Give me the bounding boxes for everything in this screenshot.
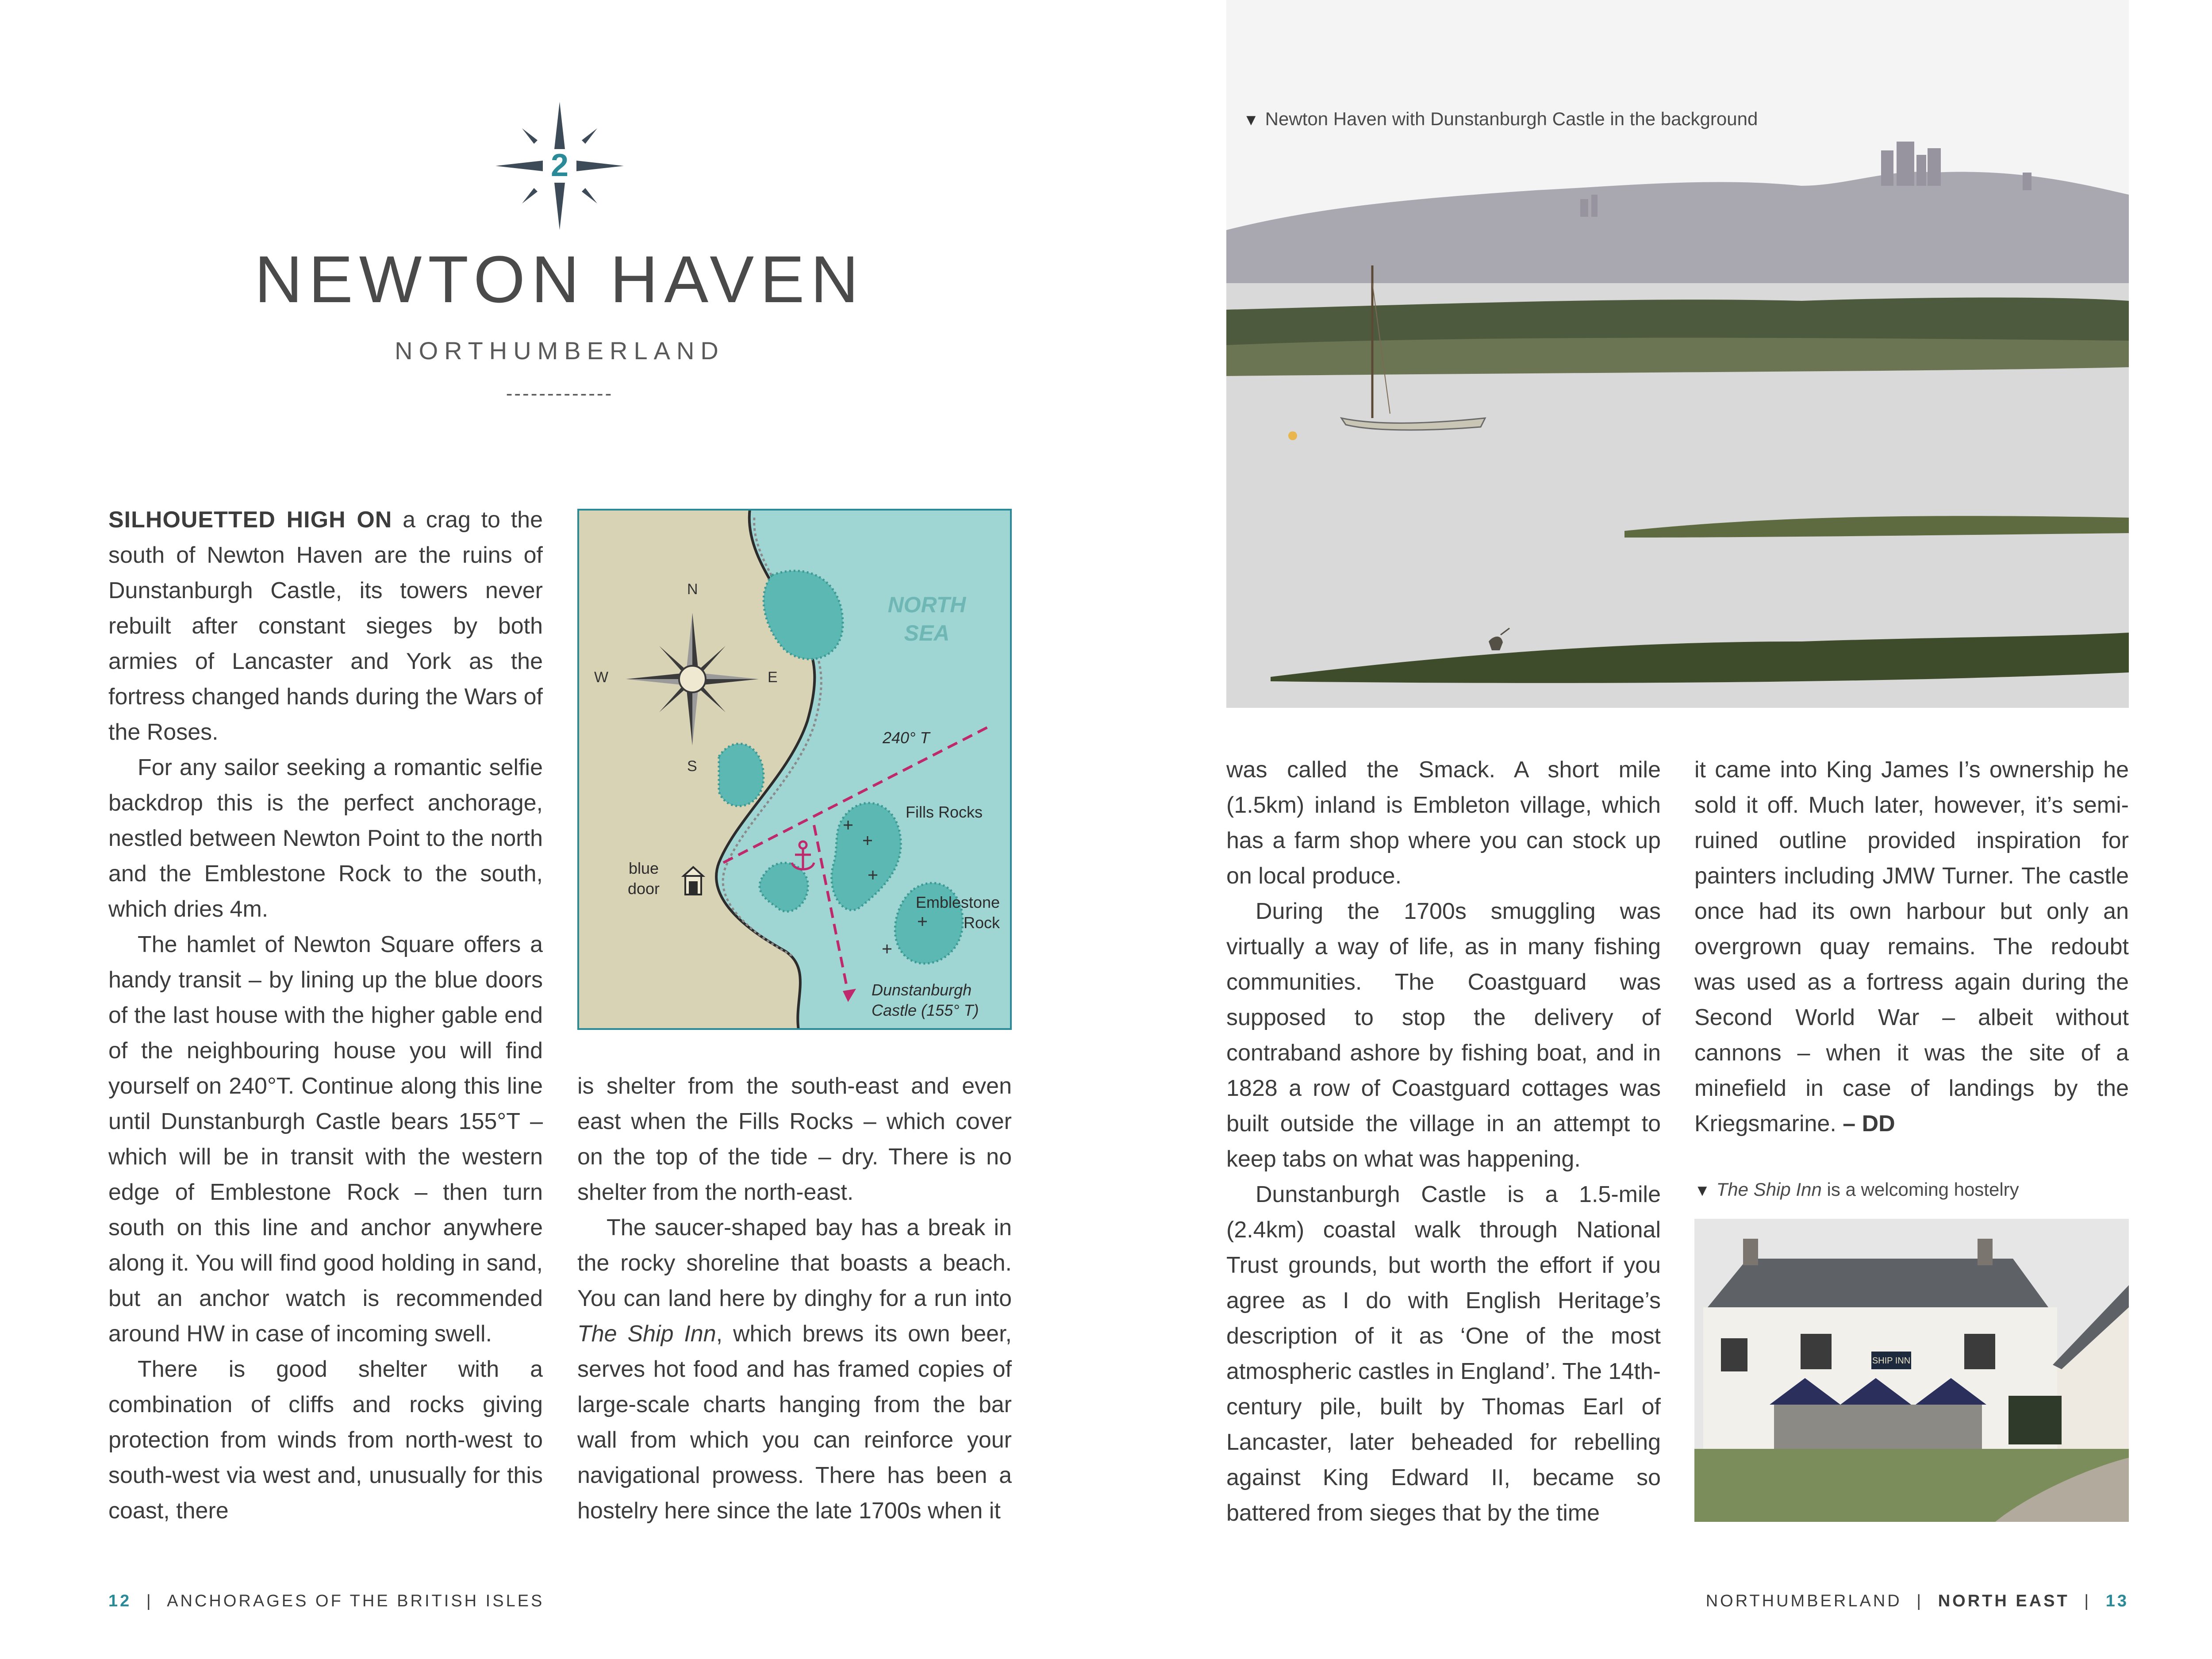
blue-door-label-line: door (627, 879, 660, 898)
footer-left (108, 1592, 544, 1611)
triangle-down-icon: ▼ (1243, 111, 1259, 129)
anchorage-chart (577, 509, 1012, 1030)
inn-photo-illustration (1694, 1219, 2129, 1522)
caption-text: Newton Haven with Dunstanburgh Castle in the background (1265, 108, 1758, 129)
page-title: NEWTON HAVEN (254, 242, 865, 316)
inn-name: The Ship Inn (577, 1321, 716, 1347)
chart-map (577, 509, 1012, 1030)
paragraph: During the 1700s smuggling was virtually a way of life, as in many fishing communities. The Coastguard was supposed to stop the delivery of contraband ashore by fishing boat, and in 1828 a row of Coastguard cottages was built outside the village in an attempt to keep tabs on what was happening. (1226, 899, 1661, 1172)
castle-label-line: Dunstanburgh (872, 981, 972, 999)
paragraph: was called the Smack. A short mile (1.5km) inland is Embleton village, which has a farm shop where you can stock up on local produce. (1226, 757, 1661, 889)
lead-in: SILHOUETTED HIGH ON (108, 507, 392, 533)
castle-label (872, 980, 1004, 1021)
chapter-compass-emblem (493, 100, 626, 232)
author-sign-off: – DD (1843, 1111, 1895, 1137)
compass-east-label: E (768, 669, 778, 686)
photo-top-caption (1243, 108, 2084, 130)
inn-sign-text: SHIP INN (1872, 1356, 1911, 1366)
emblestone-rock-label (902, 892, 1000, 933)
right-column-a (1226, 752, 1661, 1531)
page-subtitle: NORTHUMBERLAND (395, 337, 725, 365)
fills-rocks-label: Fills Rocks (906, 803, 983, 821)
footer-region: NORTHUMBERLAND (1705, 1592, 1902, 1610)
sea-label (887, 591, 967, 647)
middle-column (577, 1068, 1012, 1528)
paragraph-text: , which brews its own beer, serves hot food and has framed copies of large-scale charts hanging from the bar wall from which you can reinforce your navigational prowess. There has been a hostelry here since the late 1700s when it (577, 1321, 1012, 1524)
photo-bottom-caption (1694, 1179, 2129, 1200)
footer-separator: | (1916, 1592, 1924, 1610)
caption-text: is a welcoming hostelry (1821, 1179, 2019, 1200)
harbour-photo-illustration (1226, 0, 2129, 708)
footer-separator: | (2084, 1592, 2091, 1610)
paragraph: The hamlet of Newton Square offers a handy transit – by lining up the blue doors of the last house with the higher gable end of the neighbouring house you will find yourself on 240°T. Continue along this line until Dunstanburgh Castle bears 155°T – which will be in transit with the western edge of Emblestone Rock – then turn south on this line and anchor anywhere along it. You will find good holding in sand, but an anchor watch is recommended around HW in case of incoming swell. (108, 932, 543, 1347)
paragraph-text: it came into King James I’s ownership he sold it off. Much later, however, it’s semi-ruined outline provided inspiration for painters including JMW Turner. The castle once had its own harbour but only an overgrown quay remains. The redoubt was used as a fortress again during the Second World War – albeit without cannons – when it was the site of a minefield in case of landings by the Kriegsmarine. (1694, 757, 2129, 1137)
chapter-number: 2 (550, 148, 569, 183)
emblestone-label-line: Emblestone (915, 893, 1000, 911)
paragraph: Dunstanburgh Castle is a 1.5-mile (2.4km) coastal walk through National Trust grounds, but worth the effort if you agree as I do with English Heritage’s description of it as ‘One of the most atmospheric castles in England’. The 14th-century pile, built by Thomas Earl of Lancaster, later beheaded for rebelling against King Edward II, became so battered from sieges that by the time (1226, 1182, 1661, 1526)
rock-patch (719, 744, 764, 806)
paragraph (1694, 752, 2129, 1141)
paragraph-text: a crag to the south of Newton Haven are the ruins of Dunstanburgh Castle, its towers never rebuilt after constant sieges by both armies of Lancaster and York as the fortress changed hands during the Wars of the Roses. (108, 507, 543, 745)
compass-west-label: W (594, 669, 609, 686)
sea-label-line: SEA (904, 621, 950, 645)
paragraph (577, 1210, 1012, 1528)
caption-inn-name: The Ship Inn (1716, 1179, 1822, 1200)
paragraph (108, 502, 543, 750)
book-title: ANCHORAGES OF THE BRITISH ISLES (167, 1592, 545, 1610)
bearing-label: 240° T (883, 729, 930, 747)
page-number-right: 13 (2105, 1592, 2129, 1610)
paragraph: For any sailor seeking a romantic selfie backdrop this is the perfect anchorage, nestled between Newton Point to the north and the Emblestone Rock to the south, which dries 4m. (108, 755, 543, 922)
triangle-down-icon: ▼ (1694, 1181, 1710, 1199)
compass-south-label: S (687, 758, 697, 775)
footer-section: NORTH EAST (1938, 1592, 2070, 1610)
photo-ship-inn (1694, 1219, 2129, 1522)
compass-north-label: N (687, 581, 698, 598)
paragraph-text: The saucer-shaped bay has a break in the rocky shoreline that boasts a beach. You can land here by dinghy for a run into (577, 1215, 1012, 1311)
blue-door-label (622, 858, 666, 899)
blue-door-label-line: blue (628, 859, 659, 877)
title-divider: ------------- (506, 383, 614, 404)
left-column (108, 502, 543, 1528)
photo-newton-haven (1226, 0, 2129, 708)
footer-separator: | (146, 1592, 153, 1610)
footer-right (1548, 1592, 2129, 1611)
emblestone-label-line: Rock (963, 914, 1000, 932)
page-number-left: 12 (108, 1592, 132, 1610)
right-column-b (1694, 752, 2129, 1141)
paragraph: is shelter from the south-east and even east when the Fills Rocks – which cover on the top of the tide – dry. There is no shelter from the north-east. (577, 1073, 1012, 1205)
sea-label-line: NORTH (887, 592, 966, 617)
paragraph: There is good shelter with a combination of cliffs and rocks giving protection from winds from north-west to south-west via west and, unusually for this coast, there (108, 1356, 543, 1524)
castle-label-line: Castle (155° T) (872, 1001, 979, 1019)
